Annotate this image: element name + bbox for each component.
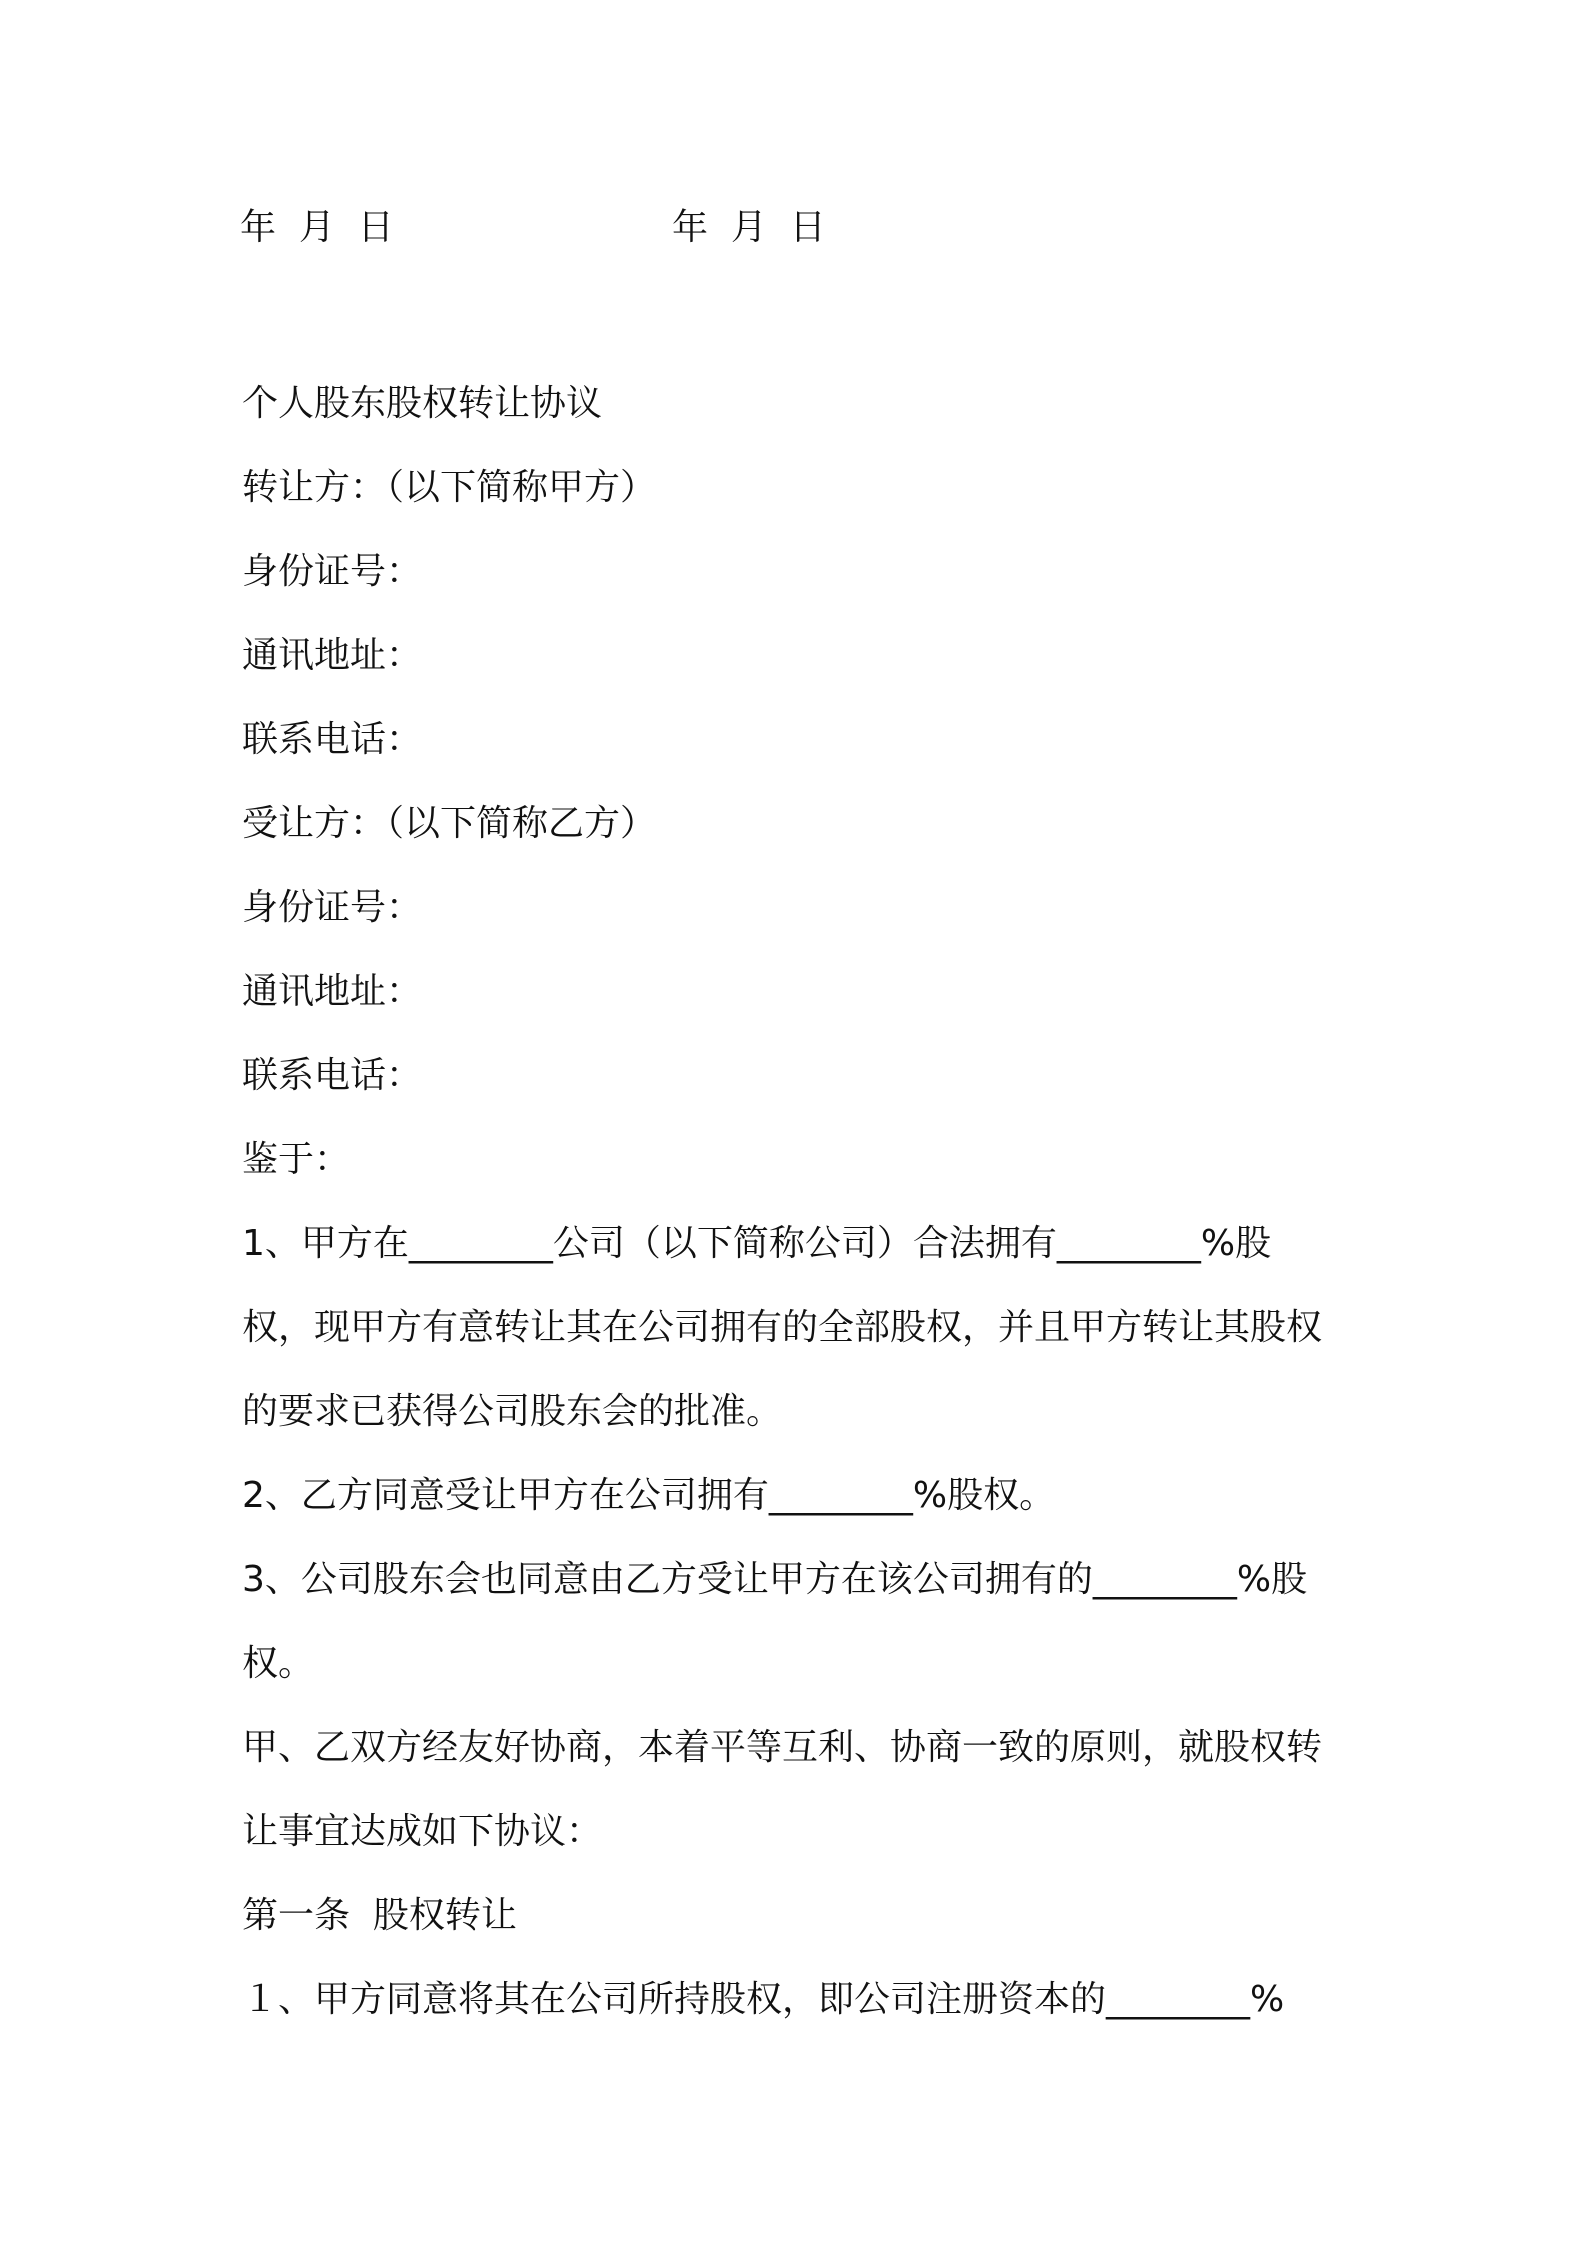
transferor-phone-label: 联系电话： bbox=[242, 719, 423, 760]
clause3-line2: 权。 bbox=[242, 1643, 315, 1684]
clause1-line3: 的要求已获得公司股东会的批准。 bbox=[242, 1391, 783, 1432]
date-right: 年 月 日 bbox=[672, 207, 826, 248]
clause1-line2: 权，现甲方有意转让其在公司拥有的全部股权，并且甲方转让其股权 bbox=[242, 1307, 1323, 1348]
document-body bbox=[242, 362, 1358, 2042]
document-title: 个人股东股权转让协议 bbox=[242, 383, 603, 424]
transferor-id-label: 身份证号： bbox=[242, 551, 423, 592]
whereas-label: 鉴于： bbox=[242, 1139, 351, 1180]
transferor-label: 转让方：（以下简称甲方） bbox=[242, 467, 657, 508]
article1-title: 第一条 股权转让 bbox=[242, 1895, 517, 1936]
article1-item1: １、甲方同意将其在公司所持股权，即公司注册资本的________% bbox=[242, 1979, 1285, 2020]
transferee-address-label: 通讯地址： bbox=[242, 971, 423, 1012]
transferee-phone-label: 联系电话： bbox=[242, 1055, 423, 1096]
clause1-line1: 1、甲方在________公司（以下简称公司）合法拥有________%股 bbox=[242, 1223, 1272, 1264]
clause2: 2、乙方同意受让甲方在公司拥有________%股权。 bbox=[242, 1475, 1056, 1516]
transferor-address-label: 通讯地址： bbox=[242, 635, 423, 676]
clause3-line1: 3、公司股东会也同意由乙方受让甲方在该公司拥有的________%股 bbox=[242, 1559, 1308, 1600]
transferee-id-label: 身份证号： bbox=[242, 887, 423, 928]
agreement-line1: 甲、乙双方经友好协商，本着平等互利、协商一致的原则，就股权转 bbox=[242, 1727, 1323, 1768]
agreement-line2: 让事宜达成如下协议： bbox=[242, 1811, 603, 1852]
transferee-label: 受让方：（以下简称乙方） bbox=[242, 803, 657, 844]
date-left: 年 月 日 bbox=[240, 207, 394, 248]
